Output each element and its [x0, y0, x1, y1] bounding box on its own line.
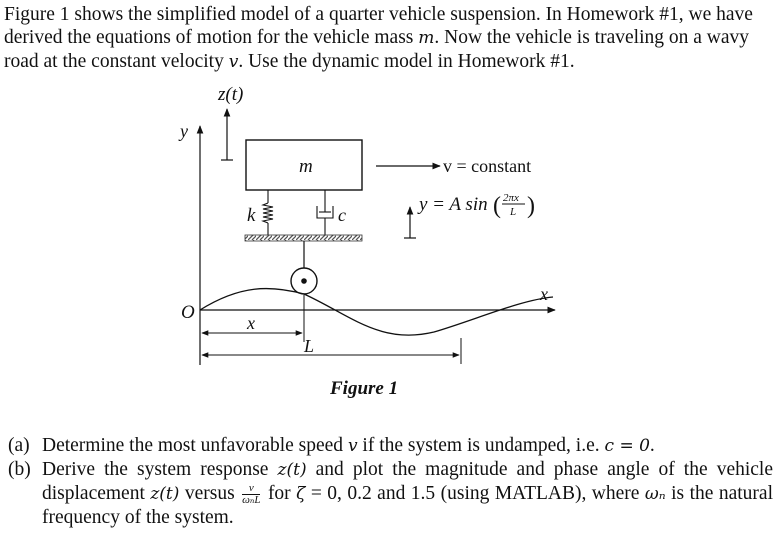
intro-text-2: . Now the vehicle is traveling on a wavy road at the constant velocity	[4, 27, 750, 72]
velocity-ratio-fraction	[242, 483, 260, 506]
hatched-platform	[245, 235, 362, 241]
velocity-label: v = constant	[443, 156, 532, 176]
wavelength-label: L	[304, 336, 315, 356]
question-marker: (b)	[8, 459, 31, 480]
damper-label: c	[338, 205, 346, 225]
question-text: Derive the system response	[42, 459, 278, 480]
question-a	[8, 434, 773, 458]
question-list	[8, 434, 773, 529]
fraction-numerator: v	[242, 483, 260, 495]
math-symbol: ζ	[296, 484, 306, 504]
math-symbol: z(t)	[150, 484, 180, 504]
road-eq-paren-open: (	[493, 193, 501, 219]
wheel-hub	[301, 278, 307, 284]
origin-label: O	[181, 302, 195, 323]
mass-label: m	[299, 156, 313, 177]
z-label: z(t)	[218, 84, 244, 105]
road-eq-paren-close: )	[527, 193, 535, 219]
math-symbol: z(t)	[277, 460, 307, 480]
x-axis-label: x	[540, 284, 548, 304]
math-symbol: c = 0	[604, 436, 650, 456]
damper-icon	[317, 190, 333, 235]
spring-icon	[263, 190, 273, 235]
question-text: is the natural frequency of the system.	[42, 483, 774, 529]
intro-text-3: . Use the dynamic model in Homework #1.	[238, 51, 575, 72]
figure-caption: Figure 1	[330, 378, 399, 399]
fraction-denominator: ωₙL	[242, 494, 261, 507]
intro-text-1: Figure 1 shows the simplified model of a quarter vehicle suspension. In Homework #1, we have derived the equations of motion for the vehicle mass	[4, 4, 753, 48]
question-text: versus	[179, 483, 241, 504]
y-axis-label: y	[180, 121, 188, 141]
road-eq-lhs: y = A sin	[419, 194, 488, 215]
question-text: Determine the most unfavorable speed	[42, 435, 348, 456]
mass-symbol: m	[418, 28, 435, 48]
question-text: and plot the magnitude and phase angle of the vehicle displacement	[42, 459, 773, 504]
x-dim-label: x	[247, 313, 255, 333]
question-text: if the system is undamped, i.e.	[357, 435, 605, 456]
question-b	[8, 458, 773, 529]
question-text: .	[649, 435, 655, 456]
math-symbol: ωₙ	[644, 484, 666, 504]
velocity-symbol: v	[228, 52, 239, 72]
spring-label: k	[247, 205, 256, 226]
math-symbol: v	[347, 436, 358, 456]
question-text: for	[262, 483, 297, 504]
road-eq-den: L	[510, 206, 517, 218]
road-eq-num: 2πx	[503, 192, 519, 204]
question-text: = 0, 0.2 and 1.5 (using MATLAB), where	[305, 483, 645, 504]
question-marker: (a)	[8, 435, 30, 456]
